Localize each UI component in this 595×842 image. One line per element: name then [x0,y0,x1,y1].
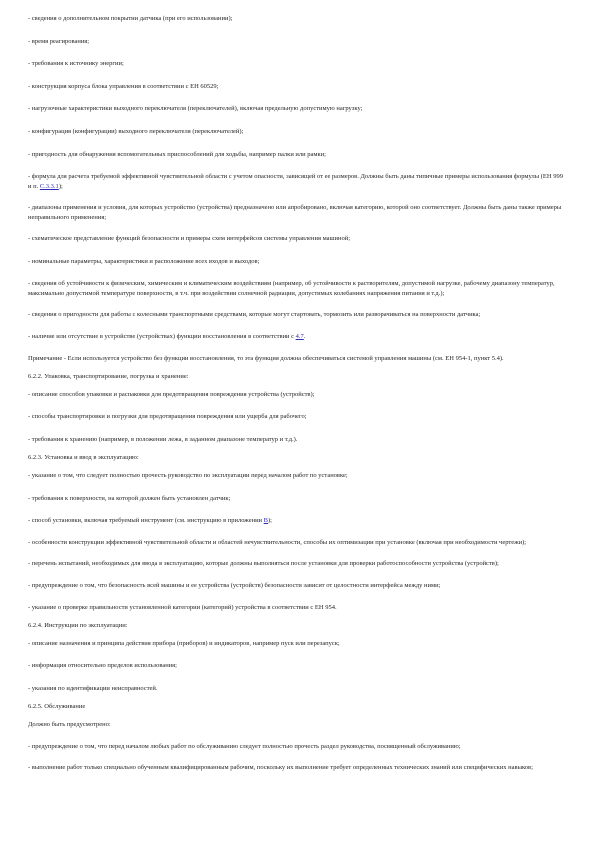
list-item: - конфигурация (конфигурации) выходного переключателя (переключателей); [28,127,244,135]
list-item [28,172,567,191]
list-item [28,516,567,525]
cross-reference-link[interactable]: B [263,517,268,525]
list-item: - требования к хранению (например, в положении лежа, в заданном диапазоне температур и т.д.). [28,435,298,443]
section-heading: 6.2.4. Инструкции по эксплуатации: [28,621,128,629]
list-item: - сведения об устойчивости к физическим, химическим и климатическим воздействиям (например, об устойчивости к растворителям, допустимой нагрузке, рабочему диапазону температур, максимально допустимой температуре поверхности, в т.ч. при воздействии солнечной радиации, допустимых колебаниях напряжения питания и т.д.); [28,280,555,297]
list-item-text: - наличие или отсутствие в устройстве (устройствах) функции восстановления в соответствии с [28,332,296,340]
list-item: - конструкция корпуса блока управления в соответствии с ЕН 60529; [28,82,219,90]
section-heading: 6.2.3. Установка и ввод в эксплуатацию: [28,454,139,461]
list-item: - описание назначения и принципа действия прибора (приборов) и индикаторов, например пуск или перезапуск; [28,639,340,647]
list-item: - сведения о дополнительном покрытии датчика (при его использовании); [28,15,233,22]
list-item: - диапазоны применения и условия, для которых устройство (устройства) предназначено или апробировано, включая категорию, которой оно соответствует. Должны быть даны также примеры неправильного применения; [28,204,562,221]
list-item: - требования к источнику энергии; [28,60,124,68]
list-item: - перечень испытаний, необходимых для ввода в эксплуатацию, которые должны выполняться после установки для проверки работоспособности устройства (устройств); [28,560,499,568]
list-item-tail: ); [268,517,272,525]
list-item: - пригодность для обнаружения вспомогательных приспособлений для ходьбы, например палки или рамки; [28,150,326,158]
list-item: - информация относительно пределов использования; [28,662,177,670]
list-item: - предупреждение о том, что безопасность всей машины и ее устройства (устройств) безопасности зависит от целостности интерфейса между ними; [28,582,441,590]
list-item: - требования к поверхности, на которой должен быть установлен датчик; [28,494,231,502]
note-paragraph: Примечание - Если используется устройство без функции восстановления, то эта функция должна обеспечиваться системой управления машины (см. ЕН 954-1, пункт 5.4). [28,354,504,362]
list-item: - особенности конструкции эффективной чувствительной области и областей нечувствительности, способы их оптимизации при установке (включая при необходимости чертежи); [28,538,527,546]
list-item-tail: . [303,332,306,340]
list-item: - сведения о пригодности для работы с колесными транспортными средствами, которые могут стартовать, тормозить или разворачиваться на поверхности датчика; [28,311,481,319]
list-item: - время реагирования; [28,37,90,45]
list-item: - способы транспортировки и погрузки для предотвращения повреждения или ущерба для рабочего; [28,413,307,421]
cross-reference-link[interactable]: С.3.3.1 [39,182,59,190]
list-item: - предупреждение о том, что перед началом любых работ по обслуживанию следует полностью прочесть раздел руководства, посвященный обслуживанию; [28,742,461,750]
list-item: - выполнение работ только специально обученным квалифицированным рабочим, поскольку их выполнение требует определенных технических знаний или специфических навыков; [28,764,533,772]
section-heading: 6.2.2. Упаковка, транспортирование, погрузка и хранение: [28,372,189,380]
list-item: - указание о проверке правильности установленной категории (категорий) устройства в соответствии с ЕН 954. [28,603,337,611]
cross-reference-link[interactable]: 4.7 [295,332,304,340]
list-item [28,332,567,341]
paragraph: Должно быть предусмотрено: [28,721,111,729]
list-item-text: - способ установки, включая требуемый инструмент (см. инструкцию в приложении [28,517,264,525]
section-heading: 6.2.5. Обслуживание [28,703,86,711]
list-item: - указание о том, что следует полностью прочесть руководство по эксплуатации перед началом работ по установке; [28,472,348,480]
list-item: - номинальные параметры, характеристики и расположение всех входов и выходов; [28,257,260,265]
list-item: - описание способов упаковки и распаковки для предотвращения повреждения устройства (устройств); [28,390,315,398]
list-item: - указания по идентификации неисправностей. [28,685,158,693]
list-item: - нагрузочные характеристики выходного переключателя (переключателей), включая предельную допустимую нагрузку; [28,105,363,113]
list-item-text: - формула для расчета требуемой эффективной чувствительной области с учетом опасности, зависящей от ее размеров. Должны быть даны типичные примеры использования формулы (ЕН 999 и п. [28,173,563,190]
list-item: - схематическое представление функций безопасности и примеры схем интерфейсов системы управления машиной; [28,235,351,243]
list-item-tail: ); [58,182,63,190]
